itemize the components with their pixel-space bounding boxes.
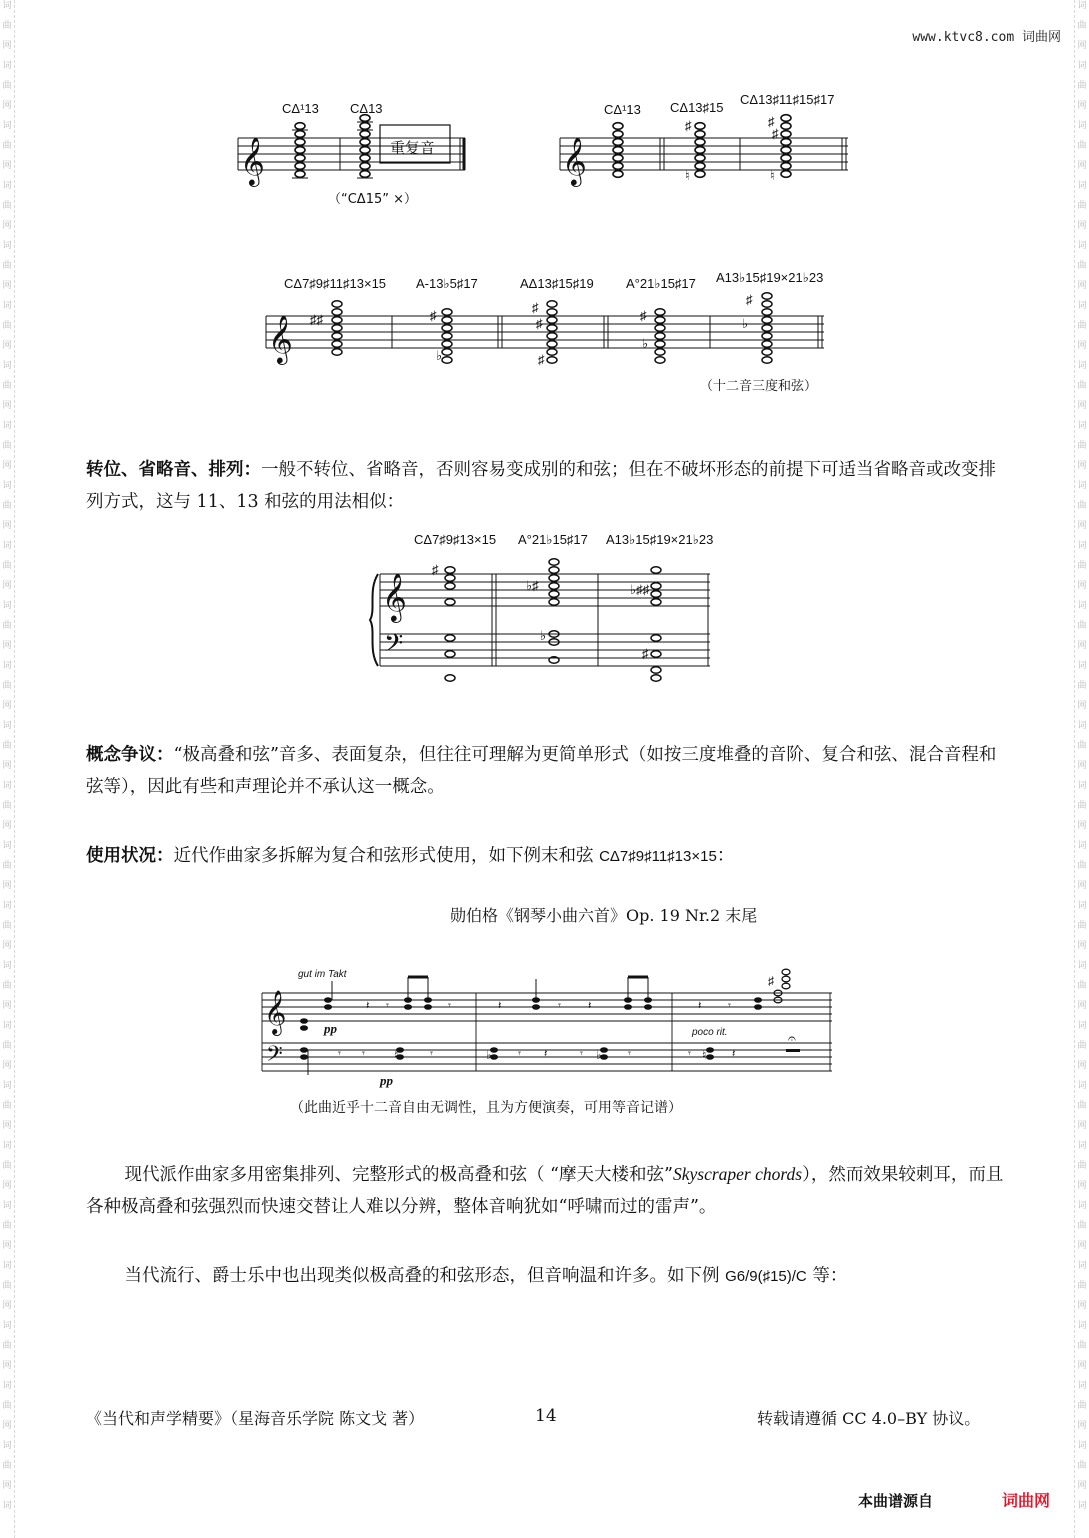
example4-source: 勋伯格《钢琴小曲六首》Op. 19 Nr.2 末尾 xyxy=(450,906,758,925)
watermark-glyph: 曲 xyxy=(2,1041,12,1051)
svg-text:♭: ♭ xyxy=(596,1048,602,1062)
paragraph-skyscraper xyxy=(86,1158,1006,1223)
svg-text:♮: ♮ xyxy=(770,168,775,183)
chord-label: CΔ13♯11♯15♯17 xyxy=(740,92,835,107)
paragraph-text: 等： xyxy=(806,1266,848,1286)
footer-book-title: 《当代和声学精要》（星海音乐学院 陈文戈 著） xyxy=(86,1409,425,1428)
svg-text:𝄾: 𝄾 xyxy=(688,1048,691,1060)
watermark-glyph: 网 xyxy=(2,161,12,171)
svg-text:𝄞: 𝄞 xyxy=(562,136,587,185)
watermark-glyph: 词 xyxy=(1077,1441,1087,1451)
watermark-glyph: 网 xyxy=(1077,1181,1087,1191)
watermark-glyph: 曲 xyxy=(2,801,12,811)
watermark-glyph: 词 xyxy=(2,61,12,71)
svg-text:𝄾: 𝄾 xyxy=(362,1048,365,1060)
section-body: 一般不转位、省略音，否则容易变成别的和弦；但在不破坏形态的前提下可适当省略音或改变排列方式，这与 11、13 和弦的用法相似： xyxy=(86,460,996,512)
watermark-glyph: 词 xyxy=(2,661,12,671)
chord-symbol: G6/9(♯15)/C xyxy=(725,1268,807,1285)
watermark-glyph: 词 xyxy=(1077,1501,1087,1511)
watermark-glyph: 网 xyxy=(2,941,12,951)
watermark-glyph: 词 xyxy=(2,1501,12,1511)
watermark-glyph: 词 xyxy=(2,1381,12,1391)
watermark-glyph: 词 xyxy=(1077,541,1087,551)
svg-text:♯: ♯ xyxy=(746,292,753,307)
watermark-glyph: 词 xyxy=(1077,1381,1087,1391)
watermark-glyph: 网 xyxy=(2,281,12,291)
svg-text:𝄾: 𝄾 xyxy=(558,1000,561,1012)
svg-text:♭: ♭ xyxy=(436,348,443,363)
watermark-glyph: 网 xyxy=(1077,881,1087,891)
watermark-glyph: 词 xyxy=(1077,61,1087,71)
watermark-glyph: 网 xyxy=(2,1001,12,1011)
watermark-glyph: 词 xyxy=(1077,841,1087,851)
watermark-glyph: 曲 xyxy=(2,141,12,151)
watermark-glyph: 曲 xyxy=(1077,501,1087,511)
section-heading: 概念争议： xyxy=(86,745,174,765)
watermark-glyph: 网 xyxy=(1077,821,1087,831)
svg-text:♯: ♯ xyxy=(430,308,437,323)
watermark-glyph: 词 xyxy=(1077,181,1087,191)
svg-text:♯: ♯ xyxy=(536,316,543,331)
chord-label: A13♭15♯19×21♭23 xyxy=(606,532,714,547)
watermark-glyph: 词 xyxy=(1077,601,1087,611)
watermark-glyph: 曲 xyxy=(2,1341,12,1351)
watermark-glyph: 曲 xyxy=(2,501,12,511)
section-body: “极高叠和弦”音多、表面复杂，但往往可理解为更简单形式（如按三度堆叠的音阶、复合和弦、混合音程和弦等），因此有些和声理论并不承认这一概念。 xyxy=(86,745,997,797)
watermark-glyph: 词 xyxy=(2,601,12,611)
example2-caption: （十二音三度和弦） xyxy=(700,379,818,394)
watermark-glyph: 曲 xyxy=(1077,741,1087,751)
svg-text:𝄽: 𝄽 xyxy=(498,1000,502,1012)
watermark-glyph: 曲 xyxy=(2,381,12,391)
watermark-glyph: 曲 xyxy=(1077,921,1087,931)
watermark-glyph: 网 xyxy=(1077,41,1087,51)
watermark-glyph: 网 xyxy=(2,881,12,891)
watermark-glyph: 曲 xyxy=(2,81,12,91)
watermark-glyph: 网 xyxy=(1077,401,1087,411)
watermark-glyph: 网 xyxy=(1077,161,1087,171)
watermark-glyph: 词 xyxy=(2,1441,12,1451)
svg-text:♯: ♯ xyxy=(642,646,649,661)
example4-note: （此曲近乎十二音自由无调性，且为方便演奏，可用等音记谱） xyxy=(290,1100,682,1116)
watermark-glyph: 词 xyxy=(2,121,12,131)
watermark-glyph: 网 xyxy=(1077,1241,1087,1251)
svg-text:𝄾: 𝄾 xyxy=(580,1048,583,1060)
watermark-glyph: 曲 xyxy=(2,561,12,571)
watermark-glyph: 词 xyxy=(1077,721,1087,731)
watermark-glyph: 词 xyxy=(1077,421,1087,431)
watermark-glyph: 曲 xyxy=(1077,981,1087,991)
section-inversion-omission xyxy=(86,454,1006,518)
watermark-glyph: 词 xyxy=(2,841,12,851)
section-tail: ： xyxy=(716,846,735,866)
svg-text:♭: ♭ xyxy=(742,316,749,331)
watermark-glyph: 词 xyxy=(2,361,12,371)
chord-label: A13♭15♯19×21♭23 xyxy=(716,270,824,285)
watermark-glyph: 网 xyxy=(2,821,12,831)
chord-symbol: CΔ7♯9♯11♯13×15 xyxy=(599,848,717,865)
svg-text:𝄢: 𝄢 xyxy=(266,1042,283,1072)
watermark-glyph: 曲 xyxy=(2,201,12,211)
watermark-glyph: 词 xyxy=(1077,1261,1087,1271)
watermark-glyph: 词 xyxy=(2,481,12,491)
watermark-glyph: 网 xyxy=(1077,1301,1087,1311)
watermark-glyph: 曲 xyxy=(1077,561,1087,571)
watermark-glyph: 词 xyxy=(2,1021,12,1031)
watermark-glyph: 网 xyxy=(1077,101,1087,111)
watermark-glyph: 网 xyxy=(2,461,12,471)
svg-text:𝄐: 𝄐 xyxy=(788,1030,796,1046)
example3-grand-staff xyxy=(368,530,718,690)
svg-text:𝄾: 𝄾 xyxy=(518,1048,521,1060)
watermark-glyph: 网 xyxy=(1077,1001,1087,1011)
watermark-glyph: 曲 xyxy=(2,921,12,931)
chord-label: AΔ13♯15♯19 xyxy=(520,276,594,291)
watermark-glyph: 词 xyxy=(1077,301,1087,311)
watermark-glyph: 曲 xyxy=(1077,1461,1087,1471)
svg-text:𝄞: 𝄞 xyxy=(268,314,293,363)
watermark-glyph: 网 xyxy=(2,401,12,411)
watermark-glyph: 网 xyxy=(2,521,12,531)
watermark-glyph: 曲 xyxy=(1077,681,1087,691)
watermark-glyph: 网 xyxy=(2,701,12,711)
svg-text:𝄾: 𝄾 xyxy=(628,1048,631,1060)
watermark-glyph: 曲 xyxy=(2,741,12,751)
svg-text:♯: ♯ xyxy=(685,118,692,133)
watermark-glyph: 词 xyxy=(2,781,12,791)
svg-text:𝄢: 𝄢 xyxy=(384,629,404,664)
watermark-glyph: 网 xyxy=(2,1181,12,1191)
watermark-glyph: 词 xyxy=(2,721,12,731)
watermark-glyph: 曲 xyxy=(1077,201,1087,211)
watermark-glyph: 网 xyxy=(1077,581,1087,591)
chord-label: CΔ7♯9♯11♯13×15 xyxy=(284,276,387,291)
ritardando-marking: poco rit. xyxy=(692,1027,728,1038)
watermark-glyph: 词 xyxy=(2,1201,12,1211)
watermark-glyph: 网 xyxy=(1077,341,1087,351)
svg-text:𝄾: 𝄾 xyxy=(338,1048,341,1060)
footer-license: 转载请遵循 CC 4.0–BY 协议。 xyxy=(757,1409,981,1428)
dynamic-marking: pp xyxy=(380,1073,393,1088)
svg-text:𝄾: 𝄾 xyxy=(430,1048,433,1060)
watermark-glyph: 网 xyxy=(2,1061,12,1071)
watermark-glyph: 曲 xyxy=(1077,261,1087,271)
svg-text:♯: ♯ xyxy=(432,562,439,577)
svg-text:♯♯: ♯♯ xyxy=(310,312,323,327)
watermark-glyph: 词 xyxy=(1077,781,1087,791)
duplicate-tone-box-label: 重复音 xyxy=(390,139,436,157)
watermark-glyph: 曲 xyxy=(1077,621,1087,631)
svg-text:𝄽: 𝄽 xyxy=(588,1000,592,1012)
watermark-glyph: 曲 xyxy=(2,1461,12,1471)
left-watermark-strip xyxy=(0,0,15,1538)
watermark-glyph: 网 xyxy=(1077,941,1087,951)
svg-text:♭: ♭ xyxy=(540,628,547,643)
chord-label: A°21♭15♯17 xyxy=(626,276,696,291)
tempo-marking: gut im Takt xyxy=(298,969,347,980)
svg-text:♭♯♯: ♭♯♯ xyxy=(630,582,650,597)
watermark-glyph: 曲 xyxy=(1077,1401,1087,1411)
watermark-glyph: 词 xyxy=(1077,1321,1087,1331)
watermark-glyph: 曲 xyxy=(2,1101,12,1111)
svg-text:♮: ♮ xyxy=(685,168,690,183)
watermark-glyph: 网 xyxy=(1077,1421,1087,1431)
watermark-glyph: 词 xyxy=(1077,1201,1087,1211)
example1-group-a-staff xyxy=(230,95,480,215)
section-heading: 转位、省略音、排列： xyxy=(86,460,261,480)
chord-label: CΔ13♯15 xyxy=(670,100,724,115)
example1-group-b-staff xyxy=(560,90,860,190)
watermark-glyph: 词 xyxy=(1077,1141,1087,1151)
svg-text:♭: ♭ xyxy=(642,336,649,351)
paragraph-text: ），然而效果较刺耳，而且各种极高叠和弦强烈而快速交替让人难以分辨，整体音响犹如“呼啸而过的雷声”。 xyxy=(86,1165,1004,1217)
watermark-glyph: 网 xyxy=(2,221,12,231)
example4-score xyxy=(258,955,838,1095)
watermark-glyph: 曲 xyxy=(1077,1101,1087,1111)
watermark-glyph: 网 xyxy=(1077,1121,1087,1131)
watermark-glyph: 曲 xyxy=(1077,441,1087,451)
right-watermark-strip xyxy=(1074,0,1089,1538)
watermark-glyph: 词 xyxy=(2,301,12,311)
watermark-glyph: 词 xyxy=(1077,1081,1087,1091)
watermark-glyph: 曲 xyxy=(2,1401,12,1411)
watermark-glyph: 曲 xyxy=(1077,861,1087,871)
watermark-glyph: 曲 xyxy=(1077,1281,1087,1291)
watermark-glyph: 网 xyxy=(2,1121,12,1131)
site-header xyxy=(912,26,1061,45)
svg-text:𝄽: 𝄽 xyxy=(732,1048,736,1060)
watermark-glyph: 词 xyxy=(1077,121,1087,131)
watermark-glyph: 词 xyxy=(2,421,12,431)
svg-text:♮: ♮ xyxy=(394,1048,399,1062)
chord-label: A°21♭15♯17 xyxy=(518,532,588,547)
watermark-glyph: 网 xyxy=(2,1301,12,1311)
source-credit: 本曲谱源自 xyxy=(858,1492,934,1510)
svg-text:♯: ♯ xyxy=(768,114,775,129)
svg-text:𝄽: 𝄽 xyxy=(698,1000,702,1012)
svg-text:𝄞: 𝄞 xyxy=(240,136,265,185)
english-term: Skyscraper chords xyxy=(672,1164,803,1184)
svg-text:♭♯: ♭♯ xyxy=(526,578,539,593)
watermark-glyph: 网 xyxy=(2,1241,12,1251)
svg-text:𝄾: 𝄾 xyxy=(728,1000,731,1012)
page-number: 14 xyxy=(535,1406,557,1426)
watermark-glyph: 网 xyxy=(2,341,12,351)
watermark-glyph: 词 xyxy=(1077,901,1087,911)
watermark-glyph: 词 xyxy=(2,1141,12,1151)
watermark-glyph: 网 xyxy=(1077,761,1087,771)
chord-label: CΔ¹13 xyxy=(282,101,319,116)
watermark-glyph: 词 xyxy=(1077,961,1087,971)
paragraph-text: 当代流行、爵士乐中也出现类似极高叠的和弦形态，但音响温和许多。如下例 xyxy=(124,1266,726,1286)
watermark-glyph: 网 xyxy=(1077,461,1087,471)
watermark-glyph: 曲 xyxy=(1077,1221,1087,1231)
watermark-glyph: 网 xyxy=(2,1481,12,1491)
svg-text:♯: ♯ xyxy=(640,308,647,323)
watermark-glyph: 网 xyxy=(2,1361,12,1371)
svg-text:𝄾: 𝄾 xyxy=(386,1000,389,1012)
watermark-glyph: 网 xyxy=(1077,221,1087,231)
watermark-glyph: 词 xyxy=(2,901,12,911)
watermark-glyph: 网 xyxy=(2,761,12,771)
watermark-glyph: 网 xyxy=(2,41,12,51)
watermark-glyph: 词 xyxy=(2,1321,12,1331)
watermark-glyph: 词 xyxy=(1077,1021,1087,1031)
watermark-glyph: 曲 xyxy=(1077,21,1087,31)
watermark-glyph: 网 xyxy=(1077,1061,1087,1071)
example1-caption: （“CΔ15” ×） xyxy=(328,192,418,207)
watermark-glyph: 词 xyxy=(2,1261,12,1271)
section-heading: 使用状况： xyxy=(86,846,174,866)
watermark-glyph: 曲 xyxy=(1077,1341,1087,1351)
svg-text:𝄞: 𝄞 xyxy=(382,572,407,621)
svg-text:𝄽: 𝄽 xyxy=(366,1000,370,1012)
dynamic-marking: pp xyxy=(324,1021,337,1036)
watermark-glyph: 曲 xyxy=(1077,381,1087,391)
watermark-glyph: 曲 xyxy=(1077,1041,1087,1051)
watermark-glyph: 曲 xyxy=(2,1281,12,1291)
watermark-glyph: 词 xyxy=(2,1,12,11)
watermark-glyph: 曲 xyxy=(2,861,12,871)
watermark-glyph: 词 xyxy=(2,541,12,551)
watermark-glyph: 词 xyxy=(2,241,12,251)
site-url[interactable]: www.ktvc8.com xyxy=(912,30,1015,45)
watermark-glyph: 词 xyxy=(1077,661,1087,671)
watermark-glyph: 词 xyxy=(2,961,12,971)
watermark-glyph: 网 xyxy=(2,1421,12,1431)
watermark-glyph: 网 xyxy=(1077,641,1087,651)
watermark-glyph: 词 xyxy=(1077,361,1087,371)
watermark-glyph: 曲 xyxy=(2,321,12,331)
watermark-glyph: 网 xyxy=(1077,521,1087,531)
chord-label: CΔ13 xyxy=(350,101,383,116)
watermark-glyph: 网 xyxy=(1077,1481,1087,1491)
svg-text:♯: ♯ xyxy=(538,352,545,367)
watermark-glyph: 网 xyxy=(1077,701,1087,711)
watermark-glyph: 曲 xyxy=(1077,321,1087,331)
watermark-glyph: 曲 xyxy=(2,621,12,631)
paragraph-pop-jazz xyxy=(86,1260,1006,1293)
chord-label: CΔ7♯9♯13×15 xyxy=(414,532,497,547)
watermark-glyph: 网 xyxy=(1077,1361,1087,1371)
watermark-glyph: 词 xyxy=(2,181,12,191)
watermark-glyph: 曲 xyxy=(2,261,12,271)
svg-text:𝄽: 𝄽 xyxy=(544,1048,548,1060)
svg-text:𝄞: 𝄞 xyxy=(264,990,287,1034)
watermark-glyph: 词 xyxy=(1077,1,1087,11)
paragraph-text: 现代派作曲家多用密集排列、完整形式的极高叠和弦（ “摩天大楼和弦” xyxy=(124,1165,673,1185)
svg-text:♭: ♭ xyxy=(486,1048,492,1062)
watermark-glyph: 词 xyxy=(2,1081,12,1091)
svg-text:♯: ♯ xyxy=(532,300,539,315)
watermark-glyph: 词 xyxy=(1077,481,1087,491)
chord-label: CΔ¹13 xyxy=(604,102,641,117)
watermark-glyph: 网 xyxy=(2,581,12,591)
watermark-glyph: 网 xyxy=(2,641,12,651)
svg-text:♯: ♯ xyxy=(772,126,779,141)
watermark-glyph: 曲 xyxy=(2,1161,12,1171)
svg-text:♮: ♮ xyxy=(702,1048,707,1062)
watermark-glyph: 曲 xyxy=(2,21,12,31)
section-concept-dispute xyxy=(86,739,1006,803)
watermark-glyph: 词 xyxy=(1077,241,1087,251)
svg-text:♯: ♯ xyxy=(768,974,774,988)
watermark-glyph: 曲 xyxy=(2,1221,12,1231)
watermark-glyph: 曲 xyxy=(2,441,12,451)
watermark-glyph: 网 xyxy=(2,101,12,111)
watermark-glyph: 曲 xyxy=(2,681,12,691)
watermark-glyph: 曲 xyxy=(1077,801,1087,811)
section-usage xyxy=(86,840,1006,873)
chord-label: A-13♭5♯17 xyxy=(416,276,478,291)
watermark-glyph: 网 xyxy=(1077,281,1087,291)
section-body: 近代作曲家多拆解为复合和弦形式使用，如下例末和弦 xyxy=(173,846,600,866)
brand-logo-text[interactable]: 词曲网 xyxy=(1002,1491,1051,1510)
example2-staff xyxy=(262,268,832,398)
watermark-glyph: 曲 xyxy=(1077,141,1087,151)
svg-text:𝄾: 𝄾 xyxy=(448,1000,451,1012)
watermark-glyph: 曲 xyxy=(2,981,12,991)
site-name: 词曲网 xyxy=(1021,30,1061,45)
watermark-glyph: 曲 xyxy=(1077,81,1087,91)
watermark-glyph: 曲 xyxy=(1077,1161,1087,1171)
